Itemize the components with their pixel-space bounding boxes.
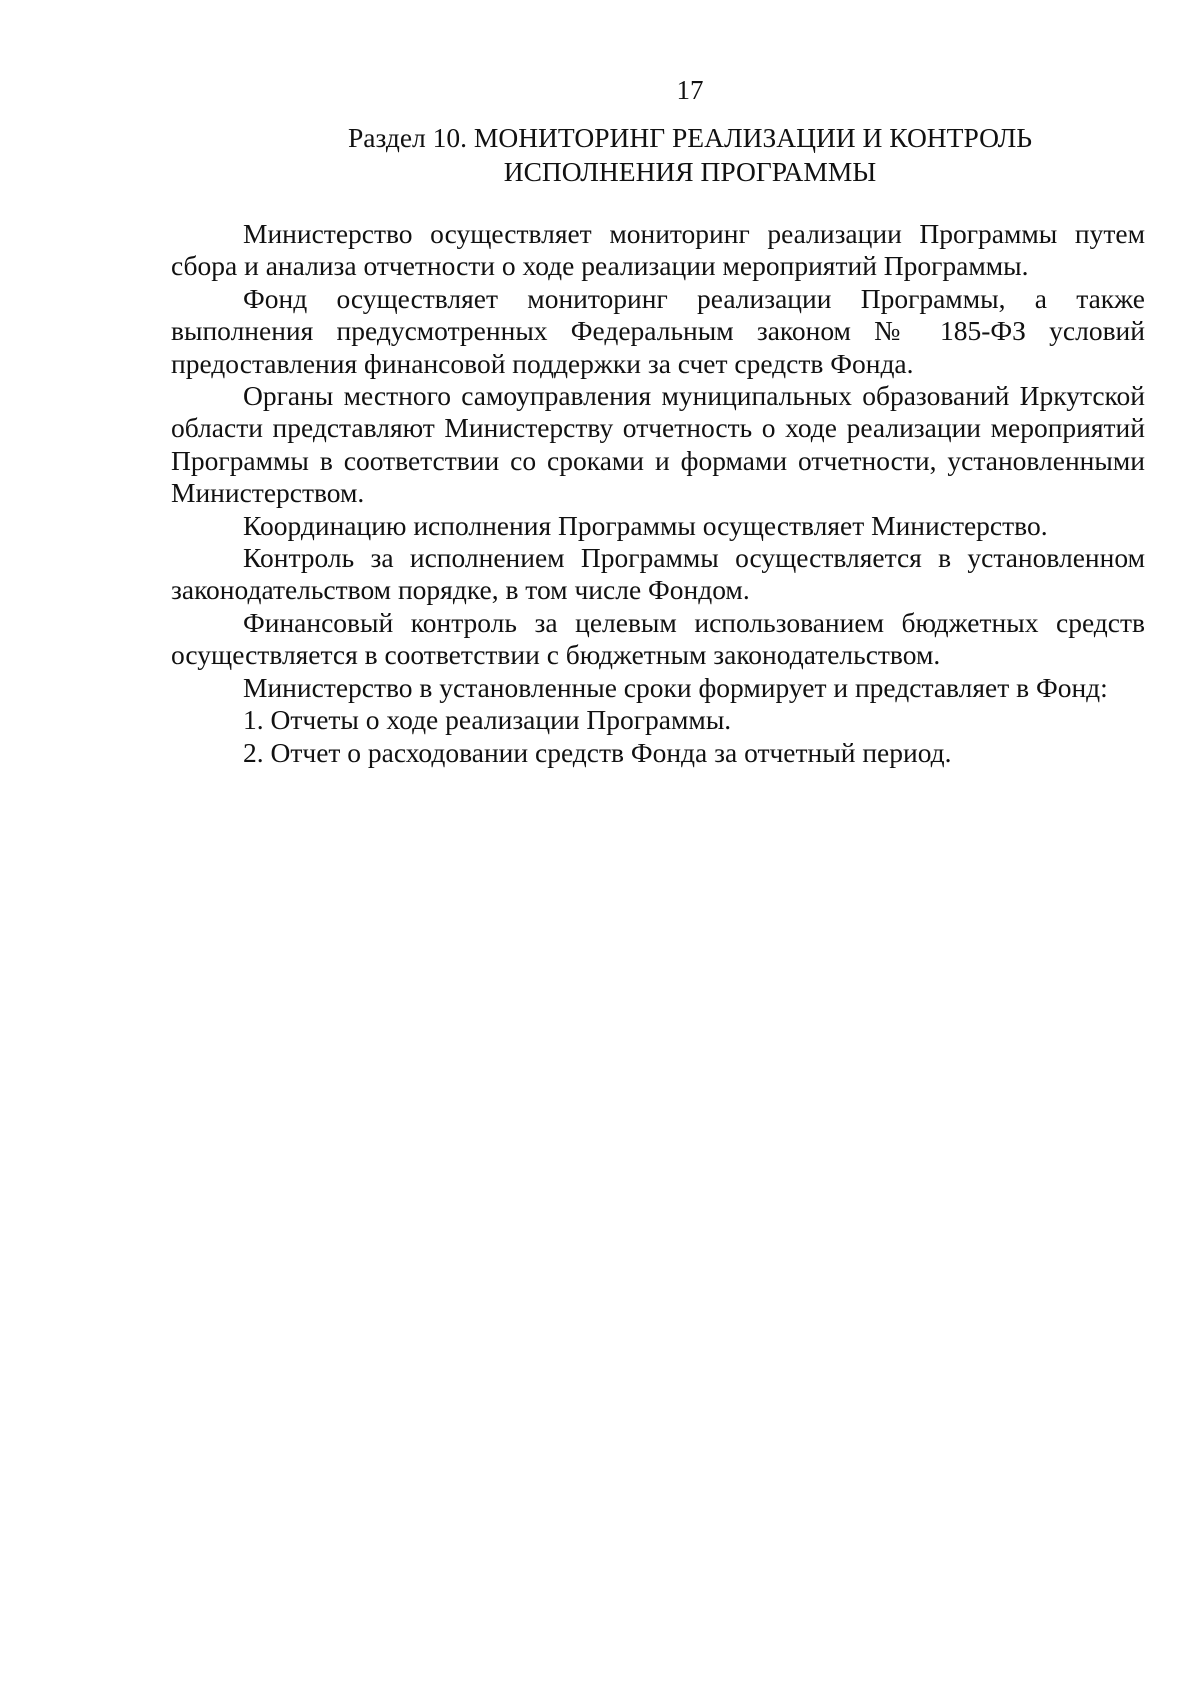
page-number: 17 [676,75,704,105]
list-item-report-2: 2. Отчет о расходовании средств Фонда за отчетный период. [243,736,952,768]
paragraph-reporting-intro: Министерство в установленные сроки формирует и представляет в Фонд: [243,671,1108,703]
section-heading-line-2: ИСПОЛНЕНИЯ ПРОГРАММЫ [503,156,877,187]
paragraph-local-authorities: Органы местного самоуправления муниципальных образований Иркутской области представляют Министерству отчетность о ходе реализации мероприятий Программы в соответствии со сроками и формами отчетности, установленными Министерством. [171,380,1145,509]
paragraph-monitoring-fund: Фонд осуществляет мониторинг реализации Программы, а также выполнения предусмотренных Федеральным законом № 185-ФЗ условий предоставления финансовой поддержки за счет средств Фонда. [171,282,1145,379]
section-body [171,218,1145,769]
paragraph-financial-control: Финансовый контроль за целевым использованием бюджетных средств осуществляется в соответствии с бюджетным законодательством. [171,606,1145,671]
section-heading [0,121,1200,189]
section-heading-line-1: Раздел 10. МОНИТОРИНГ РЕАЛИЗАЦИИ И КОНТРОЛЬ [347,122,1033,153]
paragraph-coordination: Координацию исполнения Программы осуществляет Министерство. [243,509,1048,541]
list-item-report-1: 1. Отчеты о ходе реализации Программы. [243,704,732,736]
paragraph-control: Контроль за исполнением Программы осуществляется в установленном законодательством порядке, в том числе Фондом. [171,542,1145,606]
paragraph-monitoring-ministry: Министерство осуществляет мониторинг реализации Программы путем сбора и анализа отчетности о ходе реализации мероприятий Программы. [171,218,1145,282]
